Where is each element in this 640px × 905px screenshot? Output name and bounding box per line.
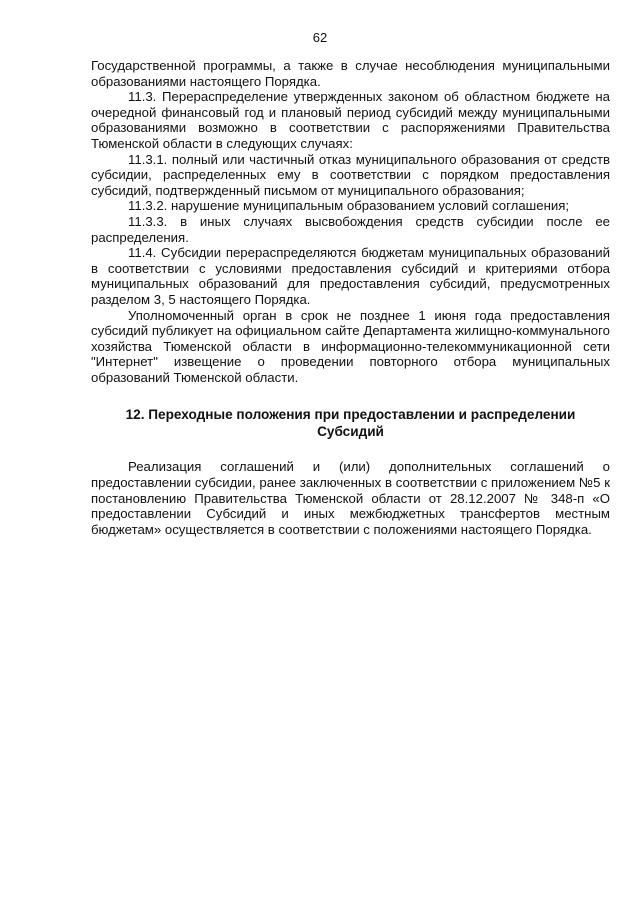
section-12-heading-line2: Субсидий: [317, 424, 384, 440]
document-body: [91, 58, 610, 537]
paragraph-11-3-2: 11.3.2. нарушение муниципальным образованием условий соглашения;: [128, 198, 570, 214]
section-12-heading-line1: 12. Переходные положения при предоставлении и распределении: [125, 407, 576, 423]
paragraph-11-3-3: 11.3.3. в иных случаях высвобождения средств субсидии после ее распределения.: [91, 213, 610, 245]
paragraph-11-3: 11.3. Перераспределение утвержденных законом об областном бюджете на очередной финансовый год и плановый период субсидий между муниципальными образованиями возможно в соответствии с распоряжениями Правительства Тюменской области в следующих случаях:: [91, 89, 610, 151]
paragraph-continuation: Государственной программы, а также в случае несоблюдения муниципальными образованиями настоящего Порядка.: [91, 58, 610, 89]
paragraph-11-4: 11.4. Субсидии перераспределяются бюджетам муниципальных образований в соответствии с условиями предоставления субсидий и критериями отбора муниципальных образований для предоставления субсидий, предусмотренных разделом 3, 5 настоящего Порядка.: [91, 245, 610, 307]
paragraph-11-3-1: 11.3.1. полный или частичный отказ муниципального образования от средств субсидии, распределенных ему в соответствии с порядком предоставления субсидий, подтвержденный письмом от муниципального образования;: [91, 151, 610, 198]
paragraph-authorized-body: Уполномоченный орган в срок не позднее 1 июня года предоставления субсидий публикует на официальном сайте Департамента жилищно-коммунального хозяйства Тюменской области в информационно-телекоммуникационной сети "Интернет" извещение о проведении повторного отбора муниципальных образований Тюменской области.: [91, 307, 610, 385]
section-12-heading: [91, 406, 610, 440]
paragraph-section-12: Реализация соглашений и (или) дополнительных соглашений о предоставлении субсидии, ранее заключенных в соответствии с приложением №5 к постановлению Правительства Тюменской области от 28.12.2007 № 348-п «О предоставлении Субсидий и иных межбюджетных трансфертов местным бюджетам» осуществляется в соответствии с положениями настоящего Порядка.: [91, 459, 610, 537]
page-number: 62: [312, 30, 328, 45]
